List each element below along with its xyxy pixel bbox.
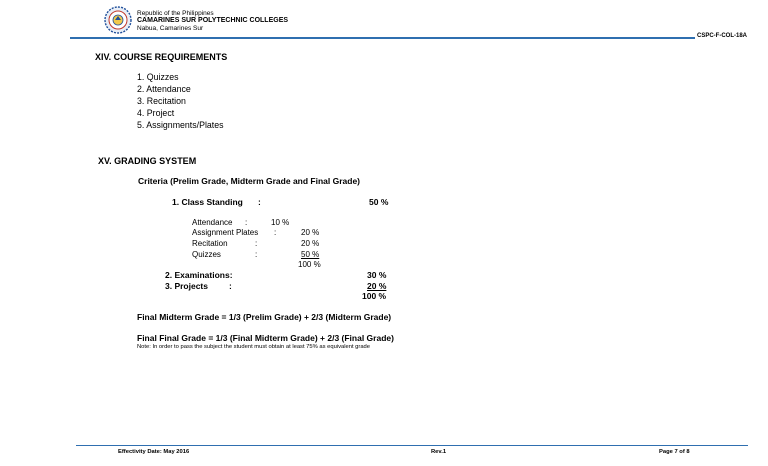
assignment-plates-value: 20 % (301, 228, 320, 237)
subtotal-value: 100 % (298, 260, 321, 269)
list-item: 1. Quizzes (137, 72, 179, 82)
attendance-value: 10 % (271, 218, 290, 227)
class-standing-colon: : (258, 197, 261, 207)
assignment-plates-colon: : (274, 228, 277, 237)
examinations-label: 2. Examinations: (165, 270, 233, 280)
class-standing-label: 1. Class Standing (172, 197, 243, 207)
header-address: Nabua, Camarines Sur (137, 25, 204, 32)
criteria-heading: Criteria (Prelim Grade, Midterm Grade and Final Grade) (138, 176, 361, 186)
projects-colon: : (229, 281, 232, 291)
recitation-label: Recitation (192, 239, 228, 248)
list-item: 4. Project (137, 108, 175, 118)
total-value: 100 % (362, 291, 387, 301)
list-item: 5. Assignments/Plates (137, 120, 224, 130)
document-code: CSPC-F-COL-18A (697, 33, 748, 39)
section-14-title: XIV. COURSE REQUIREMENTS (95, 52, 228, 62)
footer-page-number: Page 7 of 8 (659, 449, 690, 455)
quizzes-colon: : (255, 250, 258, 259)
footer-rule (76, 445, 748, 446)
header-college-name: CAMARINES SUR POLYTECHNIC COLLEGES (137, 17, 289, 24)
attendance-colon: : (245, 218, 248, 227)
recitation-colon: : (255, 239, 258, 248)
formula-final: Final Final Grade = 1/3 (Final Midterm Grade) + 2/3 (Final Grade) (137, 333, 394, 343)
college-seal-logo (104, 6, 132, 34)
assignment-plates-label: Assignment Plates (192, 228, 259, 237)
footer-effectivity: Effectivity Date: May 2016 (118, 449, 190, 455)
class-standing-value: 50 % (369, 197, 389, 207)
quizzes-label: Quizzes (192, 250, 221, 259)
footer-revision: Rev.1 (431, 449, 447, 455)
list-item: 2. Attendance (137, 84, 191, 94)
header-republic: Republic of the Philippines (137, 10, 214, 17)
passing-note: Note: In order to pass the subject the student must obtain at least 75% as equivalent grade (137, 344, 370, 350)
projects-value: 20 % (367, 281, 387, 291)
recitation-value: 20 % (301, 239, 320, 248)
formula-midterm: Final Midterm Grade = 1/3 (Prelim Grade) + 2/3 (Midterm Grade) (137, 312, 392, 322)
examinations-value: 30 % (367, 270, 387, 280)
attendance-label: Attendance (192, 218, 233, 227)
header-rule (70, 37, 695, 39)
quizzes-value: 50 % (301, 250, 320, 259)
projects-label: 3. Projects (165, 281, 208, 291)
list-item: 3. Recitation (137, 96, 186, 106)
section-15-title: XV. GRADING SYSTEM (98, 156, 197, 166)
